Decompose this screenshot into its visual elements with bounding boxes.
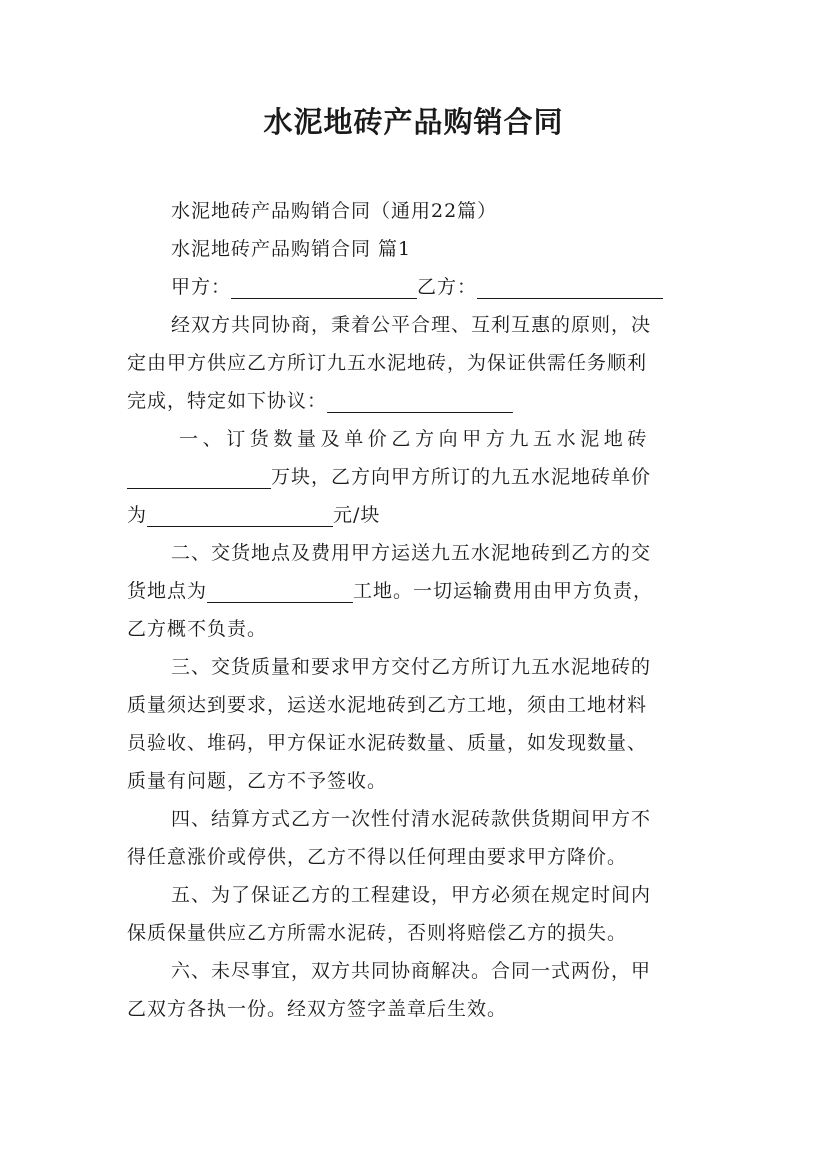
clause-1-text-2: 万块，乙方向甲方所订的九五水泥地砖单价	[271, 466, 652, 488]
intro-line-2: 定由甲方供应乙方所订九五水泥地砖，为保证供需任务顺利	[127, 352, 648, 374]
party-a-blank	[231, 274, 417, 299]
clause-5-line-1	[127, 876, 717, 914]
clause-1-line-2	[127, 458, 717, 496]
quantity-blank	[127, 464, 271, 489]
subtitle: 水泥地砖产品购销合同（通用22篇）	[171, 200, 498, 222]
unit-price-blank	[147, 502, 333, 527]
clause-5-text-2: 保质保量供应乙方所需水泥砖，否则将赔偿乙方的损失。	[127, 922, 628, 944]
clause-2-text-1: 二、交货地点及费用甲方运送九五水泥地砖到乙方的交	[171, 542, 652, 564]
clause-3-line-2	[127, 686, 717, 724]
party-a-label: 甲方：	[171, 276, 232, 298]
chapter-heading: 水泥地砖产品购销合同 篇1	[171, 238, 412, 260]
delivery-location-blank	[207, 578, 353, 603]
clause-2-line-2	[127, 572, 717, 610]
clause-2-text-3: 乙方概不负责。	[127, 618, 268, 640]
agreement-blank	[327, 388, 513, 413]
intro-line-3: 完成，特定如下协议：	[127, 390, 328, 412]
clause-3-text-4: 质量有问题，乙方不予签收。	[127, 770, 388, 792]
parties-line	[127, 268, 717, 306]
clause-6-line-2	[127, 990, 717, 1028]
clause-2-text-2a: 货地点为	[127, 580, 208, 602]
clause-6-text-2: 乙双方各执一份。经双方签字盖章后生效。	[127, 998, 508, 1020]
clause-1-line-1	[127, 420, 717, 458]
clause-4-line-1	[127, 800, 717, 838]
clause-3-line-4	[127, 762, 717, 800]
clause-1-line-3	[127, 496, 717, 534]
clause-6-line-1	[127, 952, 717, 990]
intro-line-1: 经双方共同协商，秉着公平合理、互利互惠的原则，决	[171, 314, 652, 336]
party-b-blank	[477, 274, 663, 299]
clause-1-text-3a: 为	[127, 504, 148, 526]
clause-2-line-1	[127, 534, 717, 572]
intro-paragraph	[127, 306, 717, 344]
clause-4-text-1: 四、结算方式乙方一次性付清水泥砖款供货期间甲方不	[171, 808, 652, 830]
document-body	[127, 192, 717, 1028]
clause-1-text-3b: 元/块	[333, 504, 381, 526]
clause-3-text-3: 员验收、堆码，甲方保证水泥砖数量、质量，如发现数量、	[127, 732, 648, 754]
clause-2-line-3	[127, 610, 717, 648]
clause-4-text-2: 得任意涨价或停供，乙方不得以任何理由要求甲方降价。	[127, 846, 628, 868]
clause-1-text-1: 一、订货数量及单价乙方向甲方九五水泥地砖	[179, 428, 652, 450]
clause-5-line-2	[127, 914, 717, 952]
clause-4-line-2	[127, 838, 717, 876]
clause-3-text-1: 三、交货质量和要求甲方交付乙方所订九五水泥地砖的	[171, 656, 652, 678]
party-b-label: 乙方：	[417, 276, 478, 298]
clause-6-text-1: 六、未尽事宜，双方共同协商解决。合同一式两份，甲	[171, 960, 652, 982]
clause-3-text-2: 质量须达到要求，运送水泥地砖到乙方工地，须由工地材料	[127, 694, 648, 716]
intro-paragraph-cont	[127, 344, 717, 382]
clause-2-text-2b: 工地。一切运输费用由甲方负责，	[353, 580, 654, 602]
clause-5-text-1: 五、为了保证乙方的工程建设，甲方必须在规定时间内	[171, 884, 652, 906]
clause-3-line-3	[127, 724, 717, 762]
intro-paragraph-end	[127, 382, 717, 420]
document-title: 水泥地砖产品购销合同	[263, 105, 564, 139]
clause-3-line-1	[127, 648, 717, 686]
